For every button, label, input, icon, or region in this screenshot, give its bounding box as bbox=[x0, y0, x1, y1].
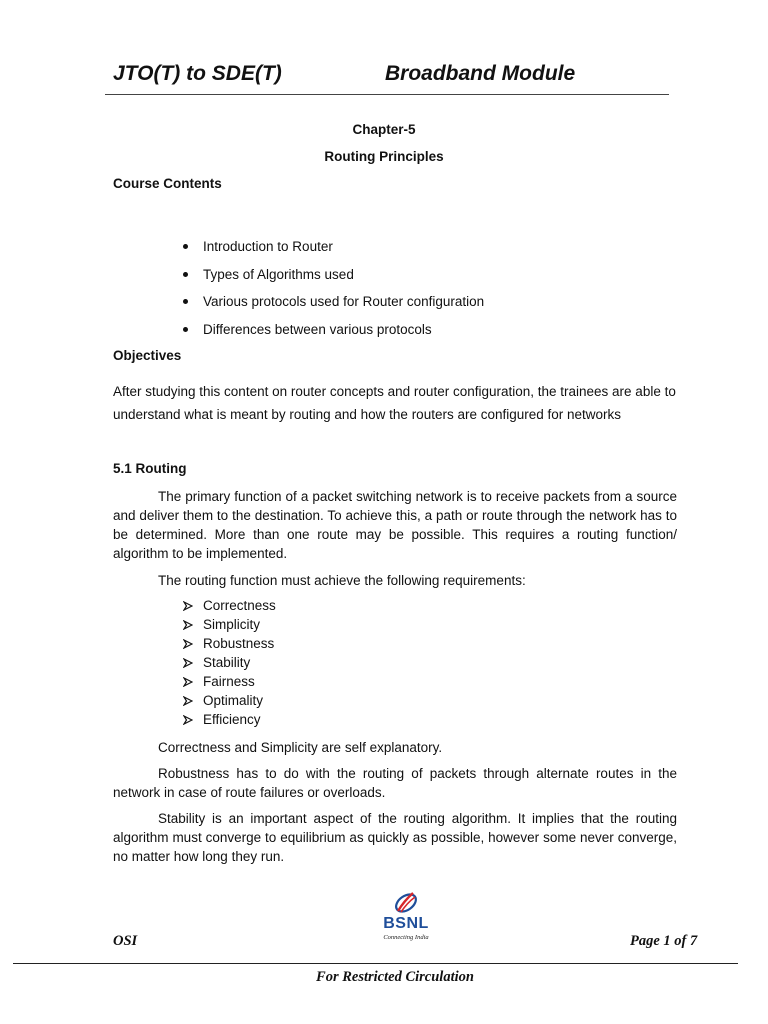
objectives-heading: Objectives bbox=[113, 348, 182, 363]
paragraph: The primary function of a packet switching network is to receive packets from a source and deliver them to the destination. To achieve this, a path or route through the network has to be determined. More than one route may be possible. This requires a routing function/ algorithm to be implemented. bbox=[113, 489, 677, 561]
header-divider bbox=[105, 94, 669, 95]
list-item: Correctness bbox=[183, 597, 276, 616]
paragraph: Robustness has to do with the routing of packets through alternate routes in the network in case of route failures or overloads. bbox=[113, 766, 677, 800]
objectives-text: After studying this content on router concepts and router configuration, the trainees are able to understand what is meant by routing and how the routers are configured for networks bbox=[113, 384, 676, 422]
bsnl-logo bbox=[377, 889, 435, 947]
requirements-list bbox=[183, 597, 276, 730]
course-contents-heading: Course Contents bbox=[113, 176, 222, 191]
bullet-icon bbox=[183, 272, 188, 277]
list-item: Introduction to Router bbox=[183, 238, 484, 266]
footer-circulation-note: For Restricted Circulation bbox=[316, 969, 474, 985]
arrow-bullet-icon bbox=[183, 620, 193, 630]
footer-left-label: OSI bbox=[113, 933, 138, 949]
arrow-bullet-icon bbox=[183, 677, 193, 687]
arrow-bullet-icon bbox=[183, 696, 193, 706]
list-item: Types of Algorithms used bbox=[183, 266, 484, 294]
list-item: Stability bbox=[183, 654, 276, 673]
bullet-icon bbox=[183, 327, 188, 332]
page-number: Page 1 of 7 bbox=[630, 933, 698, 949]
footer-divider bbox=[13, 963, 738, 964]
chapter-title: Routing Principles bbox=[324, 149, 444, 164]
paragraph: Correctness and Simplicity are self explanatory. bbox=[158, 740, 443, 755]
logo-wordmark: BSNL bbox=[383, 915, 429, 932]
header-left-title: JTO(T) to SDE(T) bbox=[113, 62, 282, 85]
paragraph: The routing function must achieve the following requirements: bbox=[158, 573, 526, 588]
header-right-title: Broadband Module bbox=[385, 62, 576, 85]
paragraph: Stability is an important aspect of the routing algorithm. It implies that the routing algorithm must converge to equilibrium as quickly as possible, however some never converge, no matter how long they run. bbox=[113, 811, 677, 864]
section-heading: 5.1 Routing bbox=[113, 461, 187, 476]
arrow-bullet-icon bbox=[183, 658, 193, 668]
chapter-number: Chapter-5 bbox=[352, 122, 416, 137]
course-contents-list bbox=[183, 238, 484, 348]
arrow-bullet-icon bbox=[183, 601, 193, 611]
bullet-icon bbox=[183, 299, 188, 304]
logo-tagline: Connecting India bbox=[383, 934, 429, 941]
arrow-bullet-icon bbox=[183, 639, 193, 649]
bullet-icon bbox=[183, 244, 188, 249]
list-item: Differences between various protocols bbox=[183, 321, 484, 349]
list-item: Efficiency bbox=[183, 711, 276, 730]
list-item: Simplicity bbox=[183, 616, 276, 635]
list-item: Robustness bbox=[183, 635, 276, 654]
list-item: Optimality bbox=[183, 692, 276, 711]
list-item: Fairness bbox=[183, 673, 276, 692]
list-item: Various protocols used for Router configuration bbox=[183, 293, 484, 321]
arrow-bullet-icon bbox=[183, 715, 193, 725]
